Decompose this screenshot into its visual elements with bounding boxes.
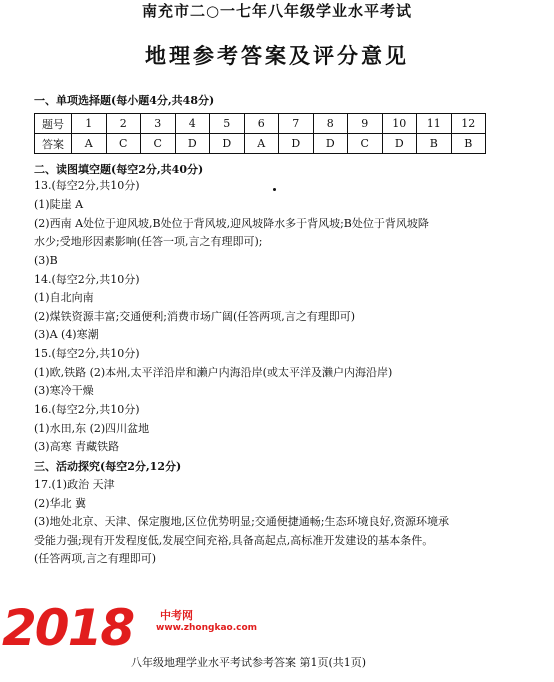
section-1-heading: 一、单项选择题(每小题4分,共48分) — [34, 94, 215, 107]
answer-cell: C — [348, 134, 383, 154]
table-row-numbers — [35, 114, 486, 134]
watermark-url: www.zhongkao.com — [156, 623, 258, 633]
number-cell: 8 — [313, 114, 348, 134]
q17-note: (任答两项,言之有理即可) — [34, 552, 157, 565]
q13-answer-1: (1)陡崖 A — [34, 198, 84, 211]
q17-answer-3-cont: 受能力强;现有开发程度低,发展空间充裕,具备高起点,高标准开发建设的基本条件。 — [34, 534, 434, 547]
answer-cell: A — [244, 134, 279, 154]
answer-cell: C — [106, 134, 141, 154]
number-cell: 4 — [175, 114, 210, 134]
watermark-logo: 2018 — [2, 599, 134, 657]
q14-heading: 14.(每空2分,共10分) — [34, 273, 140, 286]
number-cell: 12 — [451, 114, 486, 134]
answer-cell: C — [141, 134, 176, 154]
number-cell: 2 — [106, 114, 141, 134]
answer-cell: D — [210, 134, 245, 154]
number-cell: 1 — [72, 114, 107, 134]
q17-answer-3: (3)地处北京、天津、保定腹地,区位优势明显;交通便捷通畅;生态环境良好,资源环境承 — [34, 515, 449, 528]
number-cell: 6 — [244, 114, 279, 134]
q13-answer-3: (3)B — [34, 254, 58, 267]
answer-cell: D — [382, 134, 417, 154]
exam-title: 南充市二○一七年八年级学业水平考试 — [141, 2, 413, 20]
answer-cell: A — [72, 134, 107, 154]
table-row-answers — [35, 134, 486, 154]
q16-heading: 16.(每空2分,共10分) — [34, 403, 140, 416]
q14-answer-3-4: (3)A (4)寒潮 — [34, 328, 99, 341]
q17-answer-1: 17.(1)政治 天津 — [34, 478, 115, 491]
answer-cell: B — [451, 134, 486, 154]
answer-cell: D — [279, 134, 314, 154]
q16-answer-3: (3)高寒 青藏铁路 — [34, 440, 120, 453]
number-cell: 10 — [382, 114, 417, 134]
answer-cell: B — [417, 134, 452, 154]
number-cell: 7 — [279, 114, 314, 134]
answer-cell: D — [175, 134, 210, 154]
section-3-heading: 三、活动探究(每空2分,12分) — [34, 460, 182, 473]
section-2-heading: 二、读图填空题(每空2分,共40分) — [34, 163, 204, 176]
q13-answer-2: (2)西南 A处位于迎风坡,B处位于背风坡,迎风坡降水多于背风坡;B处位于背风坡降 — [34, 217, 429, 230]
q14-answer-1: (1)自北向南 — [34, 291, 94, 304]
watermark-site-name: 中考网 — [160, 609, 193, 622]
q14-answer-2: (2)煤铁资源丰富;交通便利;消费市场广阔(任答两项,言之有理即可) — [34, 310, 356, 323]
number-cell: 3 — [141, 114, 176, 134]
q15-answer-3: (3)寒冷干燥 — [34, 384, 94, 397]
q15-heading: 15.(每空2分,共10分) — [34, 347, 140, 360]
answer-label-cell: 答案 — [35, 134, 72, 154]
number-cell: 9 — [348, 114, 383, 134]
answer-table — [34, 113, 486, 154]
q13-answer-2-cont: 水少;受地形因素影响(任答一项,言之有理即可); — [34, 235, 263, 248]
q15-answer-1-2: (1)欧,铁路 (2)本州,太平洋沿岸和濑户内海沿岸(或太平洋及濑户内海沿岸) — [34, 366, 393, 379]
q13-heading: 13.(每空2分,共10分) — [34, 179, 140, 192]
q17-answer-2: (2)华北 冀 — [34, 497, 87, 510]
document-title: 地理参考答案及评分意见 — [145, 43, 409, 68]
stray-dot — [273, 188, 276, 191]
number-cell: 5 — [210, 114, 245, 134]
number-cell: 11 — [417, 114, 452, 134]
number-label-cell: 题号 — [35, 114, 72, 134]
answer-cell: D — [313, 134, 348, 154]
page-footer: 八年级地理学业水平考试参考答案 第1页(共1页) — [131, 656, 367, 669]
q16-answer-1-2: (1)水田,东 (2)四川盆地 — [34, 422, 150, 435]
